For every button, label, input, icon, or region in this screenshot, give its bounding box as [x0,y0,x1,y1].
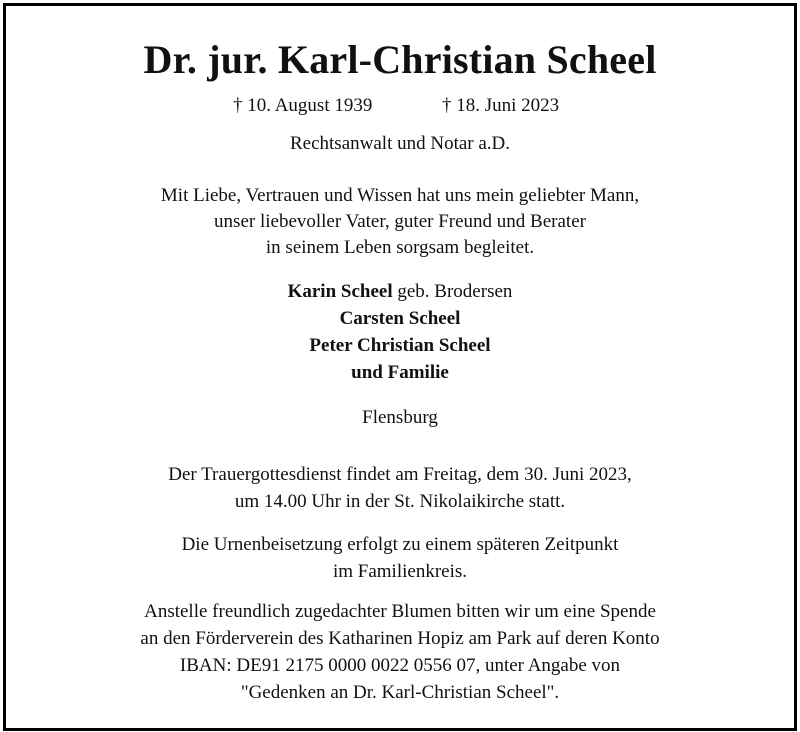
donation-line-4: "Gedenken an Dr. Karl-Christian Scheel". [240,682,560,703]
donation-line-3: IBAN: DE91 2175 0000 0022 0556 07, unter Angabe von [179,655,621,676]
tribute-line-1: Mit Liebe, Vertrauen und Wissen hat uns mein geliebter Mann, [160,185,640,206]
mourner-son-1: Carsten Scheel [339,308,461,329]
obituary-notice [3,3,797,731]
burial-line-1: Die Urnenbeisetzung erfolgt zu einem späteren Zeitpunkt [181,534,619,555]
tribute-line-3: in seinem Leben sorgsam begleitet. [265,237,535,258]
service-line-1: Der Trauergottesdienst findet am Freitag, dem 30. Juni 2023, [168,464,632,485]
donation-line-2: an den Förderverein des Katharinen Hopiz am Park auf deren Konto [140,628,660,649]
wife-name: Karin Scheel [287,281,393,302]
donation-line-1: Anstelle freundlich zugedachter Blumen bitten wir um eine Spende [144,601,656,622]
deceased-name: Dr. jur. Karl-Christian Scheel [143,37,657,82]
birth-date: † 10. August 1939 [233,95,373,116]
service-line-2: um 14.00 Uhr in der St. Nikolaikirche statt. [234,491,566,512]
mourner-son-2: Peter Christian Scheel [309,335,491,356]
mourner-family: und Familie [351,362,449,383]
burial-line-2: im Familienkreis. [332,561,468,582]
death-date: † 18. Juni 2023 [442,95,560,116]
profession: Rechtsanwalt und Notar a.D. [289,133,511,154]
place: Flensburg [362,407,438,428]
mourner-wife [6,278,794,306]
tribute-line-2: unser liebevoller Vater, guter Freund und Berater [214,211,586,232]
wife-maiden-name: geb. Brodersen [392,281,513,302]
